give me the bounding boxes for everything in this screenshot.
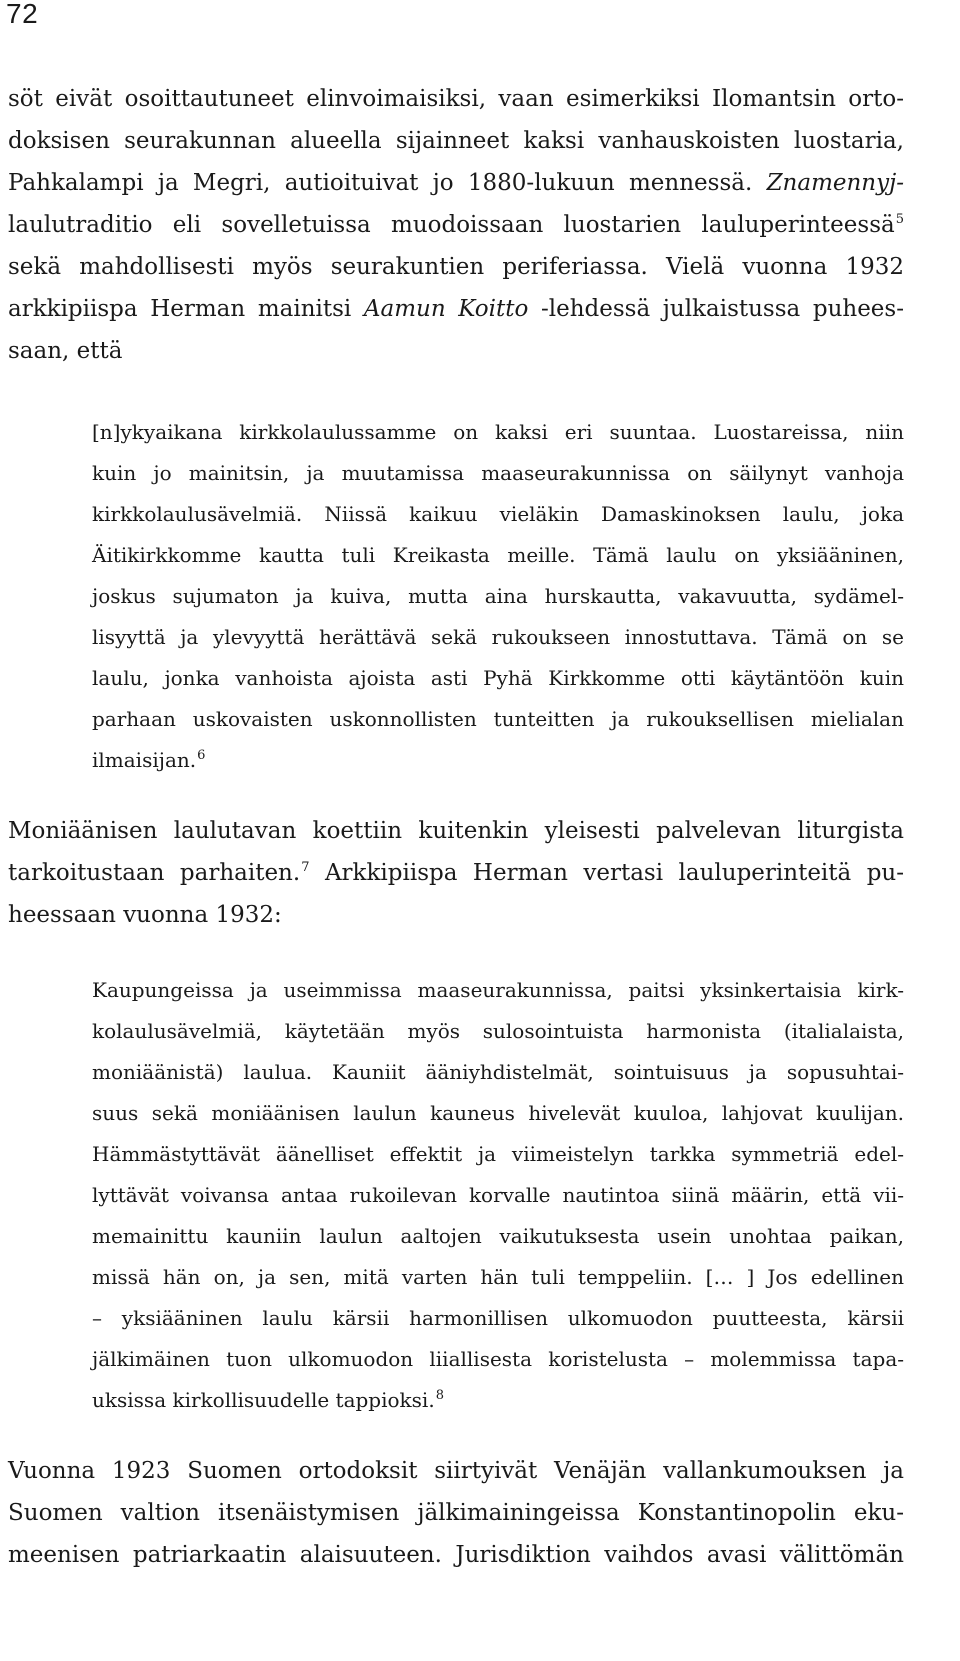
quote-line: – yksiääninen laulu kärsii harmonillisen ulkomuodon puutteesta, kärsii — [92, 1306, 904, 1330]
quote-line: [n]ykyaikana kirkkolaulussamme on kaksi eri suuntaa. Luostareissa, niin — [92, 420, 904, 444]
paragraph-line: Vuonna 1923 Suomen ortodoksit siirtyivät Venäjän vallankumouksen ja — [8, 1458, 904, 1484]
quote-line: laulu, jonka vanhoista ajoista asti Pyhä Kirkkomme otti käytäntöön kuin — [92, 666, 904, 690]
paragraph-line: doksisen seurakunnan alueella sijainneet kaksi vanhauskoisten luostaria, — [8, 128, 904, 154]
paragraph-line: söt eivät osoittautuneet elinvoimaisiksi, vaan esimerkiksi Ilomantsin orto- — [8, 86, 904, 112]
paragraph-line — [8, 212, 904, 238]
publication-title: Aamun Koitto — [363, 296, 529, 322]
paragraph-line: saan, että — [8, 338, 123, 364]
paragraph-line: meenisen patriarkaatin alaisuuteen. Jurisdiktion vaihdos avasi välittömän — [8, 1542, 904, 1568]
quote-line: parhaan uskovaisten uskonnollisten tunteitten ja rukouksellisen mielialan — [92, 707, 904, 731]
quote-line: moniäänistä) laulua. Kauniit ääniyhdistelmät, sointuisuus ja sopusuhtai- — [92, 1060, 904, 1084]
footnote-ref-5[interactable]: 5 — [895, 212, 904, 228]
italic-term: Znamennyj- — [766, 170, 905, 196]
quote-line: kuin jo mainitsin, ja muutamissa maaseurakunnissa on säilynyt vanhoja — [92, 461, 904, 485]
quote-line: jälkimäinen tuon ulkomuodon liiallisesta koristelusta – molemmissa tapa- — [92, 1347, 904, 1371]
text-run: arkkipiispa Herman mainitsi — [8, 296, 352, 322]
quote-line: Hämmästyttävät äänelliset effektit ja viimeistelyn tarkka symmetriä edel- — [92, 1142, 904, 1166]
paragraph-line — [8, 860, 904, 886]
paragraph-line: heessaan vuonna 1932: — [8, 902, 282, 928]
text-run: Arkkipiispa Herman vertasi lauluperinteitä pu- — [324, 860, 905, 886]
quote-line: Kaupungeissa ja useimmissa maaseurakunnissa, paitsi yksinkertaisia kirk- — [92, 978, 904, 1002]
paragraph-line: sekä mahdollisesti myös seurakuntien periferiassa. Vielä vuonna 1932 — [8, 254, 904, 280]
footnote-ref-8[interactable]: 8 — [435, 1388, 444, 1404]
text-run: laulutraditio eli sovelletuissa muodoissaan luostarien lauluperinteessä — [8, 212, 895, 238]
paragraph-line: Moniäänisen laulutavan koettiin kuitenkin yleisesti palvelevan liturgista — [8, 818, 904, 844]
text-run: Pahkalampi ja Megri, autioituivat jo 1880-lukuun mennessä. — [8, 170, 753, 196]
footnote-ref-7[interactable]: 7 — [301, 860, 310, 876]
quote-line: kirkkolaulusävelmiä. Niissä kaikuu vieläkin Damaskinoksen laulu, joka — [92, 502, 904, 526]
quote-line — [92, 1388, 444, 1412]
text-run: -lehdessä julkaistussa puhees- — [540, 296, 904, 322]
paragraph-line — [8, 170, 904, 196]
paragraph-line: Suomen valtion itsenäistymisen jälkimainingeissa Konstantinopolin eku- — [8, 1500, 904, 1526]
paragraph-line — [8, 296, 904, 322]
quote-line — [92, 748, 205, 772]
quote-line: memainittu kauniin laulun aaltojen vaikutuksesta usein unohtaa paikan, — [92, 1224, 904, 1248]
text-run: tarkoitustaan parhaiten. — [8, 860, 301, 886]
quote-line: lisyyttä ja ylevyyttä herättävä sekä rukoukseen innostuttava. Tämä on se — [92, 625, 904, 649]
quote-line: kolaulusävelmiä, käytetään myös sulosointuista harmonista (italialaista, — [92, 1019, 904, 1043]
text-run: uksissa kirkollisuudelle tappioksi. — [92, 1388, 435, 1412]
quote-line: Äitikirkkomme kautta tuli Kreikasta meille. Tämä laulu on yksiääninen, — [92, 543, 904, 567]
text-run: ilmaisijan. — [92, 748, 197, 772]
quote-line: lyttävät voivansa antaa rukoilevan korvalle nautintoa siinä määrin, että vii- — [92, 1183, 904, 1207]
page-number: 72 — [6, 0, 39, 29]
quote-line: joskus sujumaton ja kuiva, mutta aina hurskautta, vakavuutta, sydämel- — [92, 584, 904, 608]
footnote-ref-6[interactable]: 6 — [197, 748, 206, 764]
quote-line: suus sekä moniäänisen laulun kauneus hivelevät kuuloa, lahjovat kuulijan. — [92, 1101, 904, 1125]
quote-line: missä hän on, ja sen, mitä varten hän tuli temppeliin. [… ] Jos edellinen — [92, 1265, 904, 1289]
